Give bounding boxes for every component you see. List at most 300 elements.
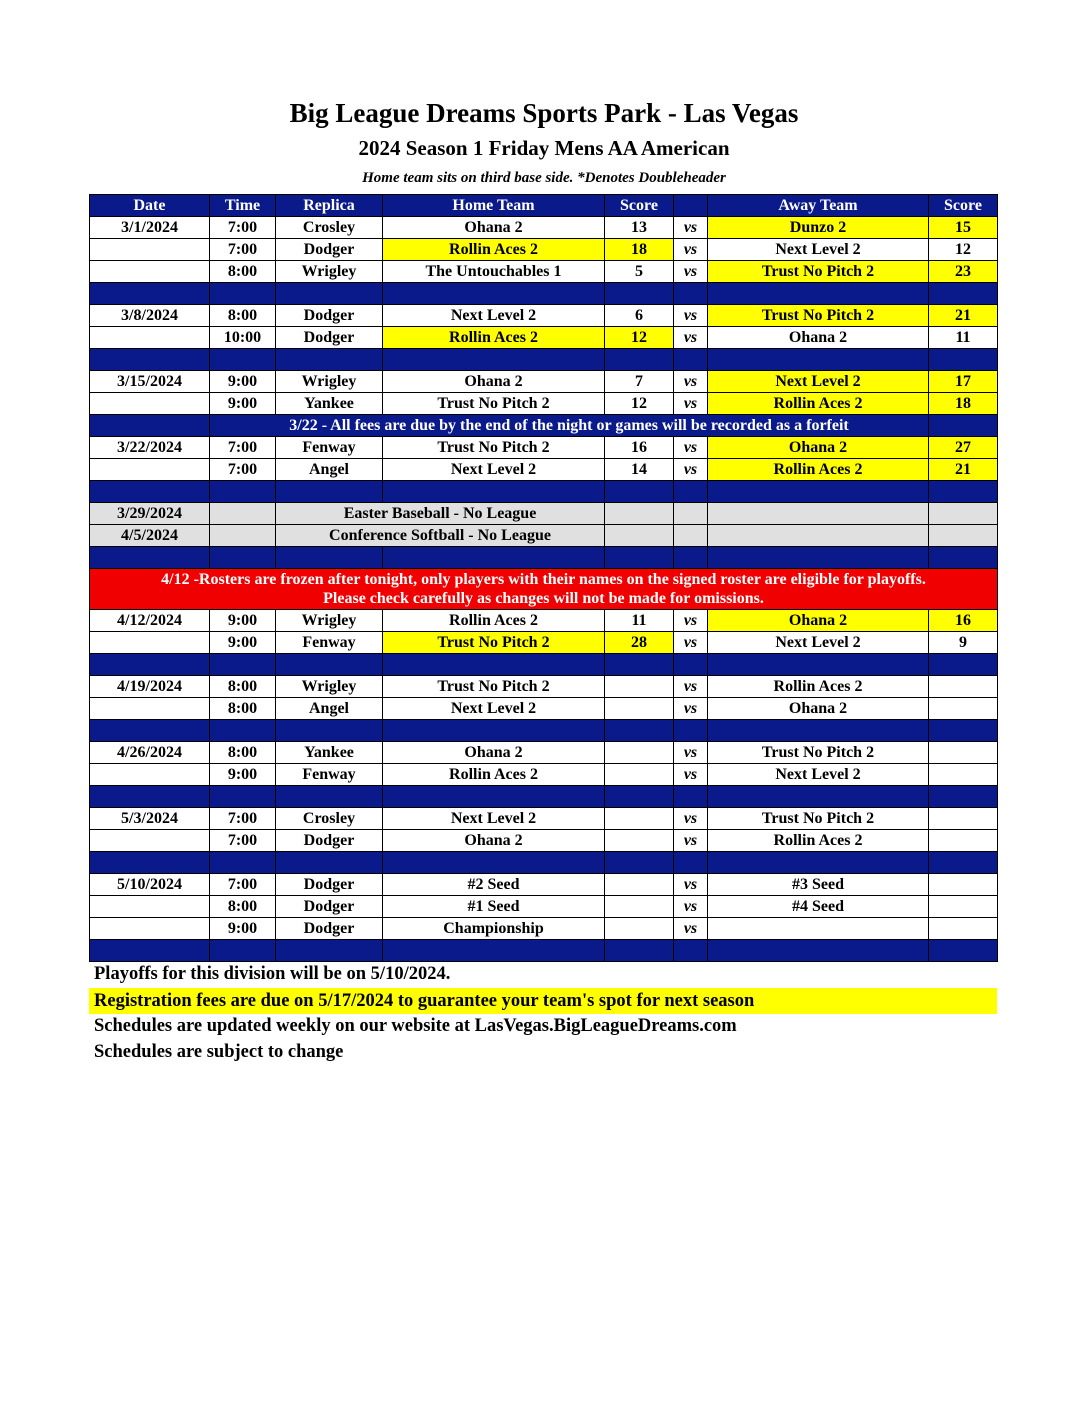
away-team: #3 Seed [708, 874, 929, 896]
separator-cell [674, 481, 708, 503]
game-row [90, 742, 998, 764]
page-title: Big League Dreams Sports Park - Las Vegas [289, 98, 799, 128]
game-field: Dodger [276, 896, 383, 918]
separator-cell [929, 654, 998, 676]
roster-freeze-line-2: Please check carefully as changes will not be made for omissions. [323, 590, 764, 607]
away-score: 12 [929, 239, 998, 261]
game-field: Wrigley [276, 371, 383, 393]
home-team: Next Level 2 [383, 305, 605, 327]
separator-cell [708, 786, 929, 808]
separator-cell [90, 481, 210, 503]
game-time: 9:00 [210, 393, 276, 415]
home-score: 13 [605, 217, 674, 239]
away-team: Ohana 2 [708, 327, 929, 349]
no-league-row [90, 503, 998, 525]
away-score: 23 [929, 261, 998, 283]
week-separator [90, 481, 998, 503]
vs-label: vs [674, 874, 708, 896]
game-field: Fenway [276, 764, 383, 786]
game-row [90, 217, 998, 239]
no-league-blank [708, 503, 929, 525]
game-field: Fenway [276, 437, 383, 459]
vs-label: vs [674, 918, 708, 940]
away-score: 15 [929, 217, 998, 239]
vs-label: vs [674, 261, 708, 283]
website-note [89, 1016, 997, 1040]
vs-label: vs [674, 239, 708, 261]
separator-cell [210, 940, 276, 962]
home-team: Rollin Aces 2 [383, 239, 605, 261]
away-team: Ohana 2 [708, 610, 929, 632]
game-field: Angel [276, 459, 383, 481]
game-time: 7:00 [210, 437, 276, 459]
separator-cell [674, 852, 708, 874]
away-score: 17 [929, 371, 998, 393]
separator-cell [276, 654, 383, 676]
separator-cell [605, 654, 674, 676]
separator-cell [383, 283, 605, 305]
game-field: Dodger [276, 327, 383, 349]
week-separator [90, 786, 998, 808]
game-field: Wrigley [276, 261, 383, 283]
game-time: 8:00 [210, 896, 276, 918]
away-team: Trust No Pitch 2 [708, 808, 929, 830]
home-score [605, 830, 674, 852]
week-separator [90, 852, 998, 874]
game-row [90, 698, 998, 720]
vs-label: vs [674, 459, 708, 481]
away-team: Next Level 2 [708, 764, 929, 786]
game-row [90, 261, 998, 283]
separator-cell [383, 720, 605, 742]
away-team: Rollin Aces 2 [708, 459, 929, 481]
game-row [90, 239, 998, 261]
away-score: 11 [929, 327, 998, 349]
separator-cell [929, 940, 998, 962]
home-score: 12 [605, 393, 674, 415]
game-field: Fenway [276, 632, 383, 654]
no-league-text: Conference Softball - No League [276, 525, 605, 547]
vs-label: vs [674, 742, 708, 764]
separator-cell [674, 720, 708, 742]
separator-cell [674, 283, 708, 305]
separator-cell [276, 283, 383, 305]
away-team: Rollin Aces 2 [708, 393, 929, 415]
separator-cell [210, 349, 276, 371]
away-team: Trust No Pitch 2 [708, 305, 929, 327]
home-score: 28 [605, 632, 674, 654]
game-date [90, 918, 210, 940]
home-team: Trust No Pitch 2 [383, 676, 605, 698]
separator-cell [605, 940, 674, 962]
no-league-blank [674, 525, 708, 547]
away-score: 16 [929, 610, 998, 632]
no-league-row [90, 525, 998, 547]
separator-cell [90, 852, 210, 874]
game-field: Crosley [276, 808, 383, 830]
game-date: 3/15/2024 [90, 371, 210, 393]
game-date [90, 327, 210, 349]
vs-label: vs [674, 764, 708, 786]
home-team: #2 Seed [383, 874, 605, 896]
separator-cell [210, 481, 276, 503]
separator-cell [383, 547, 605, 569]
game-date: 3/22/2024 [90, 437, 210, 459]
subject-text: Schedules are subject to change [94, 1042, 344, 1062]
vs-label: vs [674, 610, 708, 632]
separator-cell [210, 720, 276, 742]
separator-cell [929, 786, 998, 808]
week-separator [90, 349, 998, 371]
game-date: 5/10/2024 [90, 874, 210, 896]
separator-cell [90, 720, 210, 742]
no-league-blank [929, 503, 998, 525]
game-row [90, 327, 998, 349]
game-row [90, 437, 998, 459]
separator-cell [929, 852, 998, 874]
away-team: Dunzo 2 [708, 217, 929, 239]
home-team: Ohana 2 [383, 742, 605, 764]
vs-label: vs [674, 217, 708, 239]
vs-label: vs [674, 896, 708, 918]
separator-cell [674, 786, 708, 808]
home-team: Rollin Aces 2 [383, 610, 605, 632]
separator-cell [383, 349, 605, 371]
separator-cell [383, 654, 605, 676]
away-score [929, 676, 998, 698]
vs-label: vs [674, 698, 708, 720]
away-score [929, 742, 998, 764]
website-text: Schedules are updated weekly on our website at LasVegas.BigLeagueDreams.com [94, 1016, 737, 1036]
separator-cell [276, 852, 383, 874]
separator-cell [276, 720, 383, 742]
home-team: The Untouchables 1 [383, 261, 605, 283]
game-row [90, 676, 998, 698]
away-score: 21 [929, 459, 998, 481]
home-team: Ohana 2 [383, 371, 605, 393]
game-date [90, 632, 210, 654]
separator-cell [605, 547, 674, 569]
away-score [929, 896, 998, 918]
game-time: 9:00 [210, 610, 276, 632]
separator-cell [90, 283, 210, 305]
separator-cell [210, 786, 276, 808]
header-home-team: Home Team [383, 195, 605, 217]
vs-label: vs [674, 676, 708, 698]
home-score: 18 [605, 239, 674, 261]
game-field: Dodger [276, 918, 383, 940]
separator-cell [90, 786, 210, 808]
game-time: 7:00 [210, 239, 276, 261]
game-time: 7:00 [210, 459, 276, 481]
game-row [90, 610, 998, 632]
separator-cell [90, 547, 210, 569]
away-team: Trust No Pitch 2 [708, 261, 929, 283]
away-score [929, 918, 998, 940]
home-score [605, 742, 674, 764]
page-subtitle: 2024 Season 1 Friday Mens AA American [358, 136, 730, 160]
separator-cell [674, 940, 708, 962]
separator-cell [708, 283, 929, 305]
game-date: 4/12/2024 [90, 610, 210, 632]
away-score [929, 874, 998, 896]
playoffs-note [89, 964, 997, 988]
header-time: Time [210, 195, 276, 217]
no-league-blank [708, 525, 929, 547]
separator-cell [276, 481, 383, 503]
separator-cell [708, 852, 929, 874]
separator-cell [605, 852, 674, 874]
separator-cell [605, 283, 674, 305]
home-score: 6 [605, 305, 674, 327]
game-date: 4/19/2024 [90, 676, 210, 698]
home-score [605, 918, 674, 940]
game-row [90, 874, 998, 896]
game-date: 4/26/2024 [90, 742, 210, 764]
away-score [929, 830, 998, 852]
away-score [929, 764, 998, 786]
separator-cell [708, 349, 929, 371]
game-field: Crosley [276, 217, 383, 239]
game-row [90, 459, 998, 481]
week-separator [90, 720, 998, 742]
home-team: Trust No Pitch 2 [383, 393, 605, 415]
game-date: 3/1/2024 [90, 217, 210, 239]
home-score [605, 764, 674, 786]
vs-label: vs [674, 437, 708, 459]
table-header-row [90, 195, 998, 217]
separator-cell [210, 283, 276, 305]
game-time: 8:00 [210, 305, 276, 327]
separator-cell [674, 349, 708, 371]
game-time: 8:00 [210, 742, 276, 764]
separator-cell [383, 940, 605, 962]
header-vs [674, 195, 708, 217]
notice-text: 3/22 - All fees are due by the end of the night or games will be recorded as a forfeit [210, 415, 929, 437]
home-score: 12 [605, 327, 674, 349]
away-team: Next Level 2 [708, 632, 929, 654]
game-date [90, 698, 210, 720]
game-field: Wrigley [276, 676, 383, 698]
home-score [605, 808, 674, 830]
separator-cell [708, 481, 929, 503]
no-league-blank [605, 503, 674, 525]
separator-cell [276, 547, 383, 569]
home-score [605, 698, 674, 720]
separator-cell [210, 654, 276, 676]
playoffs-text: Playoffs for this division will be on 5/10/2024. [94, 964, 451, 984]
separator-cell [929, 349, 998, 371]
away-team: Ohana 2 [708, 437, 929, 459]
home-score [605, 874, 674, 896]
game-time: 9:00 [210, 632, 276, 654]
away-score: 9 [929, 632, 998, 654]
separator-cell [708, 547, 929, 569]
home-team: Next Level 2 [383, 808, 605, 830]
game-field: Dodger [276, 239, 383, 261]
game-field: Dodger [276, 305, 383, 327]
separator-cell [210, 547, 276, 569]
no-league-blank [605, 525, 674, 547]
home-score [605, 676, 674, 698]
no-league-blank [210, 503, 276, 525]
game-row [90, 918, 998, 940]
home-team: Rollin Aces 2 [383, 327, 605, 349]
game-row [90, 371, 998, 393]
separator-cell [276, 786, 383, 808]
home-score: 7 [605, 371, 674, 393]
notice-row [90, 415, 998, 437]
home-score [605, 896, 674, 918]
separator-cell [674, 547, 708, 569]
home-team: #1 Seed [383, 896, 605, 918]
away-team [708, 918, 929, 940]
game-date [90, 764, 210, 786]
game-row [90, 830, 998, 852]
registration-text: Registration fees are due on 5/17/2024 to guarantee your team's spot for next season [94, 991, 755, 1011]
away-team: #4 Seed [708, 896, 929, 918]
week-separator [90, 547, 998, 569]
away-team: Rollin Aces 2 [708, 830, 929, 852]
game-date [90, 830, 210, 852]
roster-freeze-text [90, 569, 998, 610]
separator-cell [929, 720, 998, 742]
away-score: 18 [929, 393, 998, 415]
separator-cell [605, 349, 674, 371]
home-team: Next Level 2 [383, 459, 605, 481]
separator-cell [383, 481, 605, 503]
away-score [929, 808, 998, 830]
game-row [90, 393, 998, 415]
away-score: 27 [929, 437, 998, 459]
separator-cell [210, 852, 276, 874]
game-row [90, 305, 998, 327]
game-field: Dodger [276, 830, 383, 852]
separator-cell [90, 940, 210, 962]
separator-cell [605, 720, 674, 742]
week-separator [90, 654, 998, 676]
game-time: 10:00 [210, 327, 276, 349]
roster-freeze-line-1: 4/12 -Rosters are frozen after tonight, only players with their names on the signed roster are eligible for playoffs. [161, 571, 926, 588]
header-replica: Replica [276, 195, 383, 217]
home-score: 14 [605, 459, 674, 481]
header-away-score: Score [929, 195, 998, 217]
game-date [90, 261, 210, 283]
separator-cell [276, 940, 383, 962]
game-row [90, 808, 998, 830]
game-date: 3/8/2024 [90, 305, 210, 327]
separator-cell [90, 654, 210, 676]
home-score: 11 [605, 610, 674, 632]
home-team: Rollin Aces 2 [383, 764, 605, 786]
away-score [929, 698, 998, 720]
header-home-score: Score [605, 195, 674, 217]
separator-cell [929, 481, 998, 503]
schedule-body [90, 217, 998, 962]
notice-blank [929, 415, 998, 437]
game-date [90, 239, 210, 261]
notice-blank [90, 415, 210, 437]
home-team: Trust No Pitch 2 [383, 437, 605, 459]
home-team: Ohana 2 [383, 830, 605, 852]
game-time: 7:00 [210, 217, 276, 239]
separator-cell [605, 481, 674, 503]
separator-cell [90, 349, 210, 371]
away-team: Next Level 2 [708, 239, 929, 261]
separator-cell [708, 720, 929, 742]
away-team: Next Level 2 [708, 371, 929, 393]
separator-cell [383, 786, 605, 808]
subject-note [89, 1042, 997, 1066]
game-date [90, 896, 210, 918]
game-time: 9:00 [210, 918, 276, 940]
game-row [90, 896, 998, 918]
no-league-blank [674, 503, 708, 525]
game-time: 8:00 [210, 698, 276, 720]
separator-cell [605, 786, 674, 808]
vs-label: vs [674, 632, 708, 654]
no-league-blank [929, 525, 998, 547]
home-score: 5 [605, 261, 674, 283]
no-league-date: 3/29/2024 [90, 503, 210, 525]
game-time: 7:00 [210, 808, 276, 830]
vs-label: vs [674, 327, 708, 349]
week-separator [90, 283, 998, 305]
game-field: Wrigley [276, 610, 383, 632]
home-team: Trust No Pitch 2 [383, 632, 605, 654]
separator-cell [383, 852, 605, 874]
game-field: Angel [276, 698, 383, 720]
vs-label: vs [674, 393, 708, 415]
game-time: 9:00 [210, 764, 276, 786]
away-team: Rollin Aces 2 [708, 676, 929, 698]
game-row [90, 764, 998, 786]
game-row [90, 632, 998, 654]
game-time: 7:00 [210, 830, 276, 852]
header-away-team: Away Team [708, 195, 929, 217]
vs-label: vs [674, 305, 708, 327]
separator-cell [708, 654, 929, 676]
game-date: 5/3/2024 [90, 808, 210, 830]
game-field: Yankee [276, 393, 383, 415]
home-team: Next Level 2 [383, 698, 605, 720]
no-league-text: Easter Baseball - No League [276, 503, 605, 525]
schedule-table [89, 194, 998, 962]
game-time: 8:00 [210, 676, 276, 698]
away-team: Trust No Pitch 2 [708, 742, 929, 764]
header-date: Date [90, 195, 210, 217]
separator-cell [929, 283, 998, 305]
roster-freeze-alert [90, 569, 998, 610]
separator-cell [276, 349, 383, 371]
week-separator [90, 940, 998, 962]
away-team: Ohana 2 [708, 698, 929, 720]
game-time: 8:00 [210, 261, 276, 283]
no-league-blank [210, 525, 276, 547]
home-score: 16 [605, 437, 674, 459]
away-score: 21 [929, 305, 998, 327]
registration-note [89, 988, 997, 1014]
game-time: 7:00 [210, 874, 276, 896]
vs-label: vs [674, 371, 708, 393]
separator-cell [929, 547, 998, 569]
no-league-date: 4/5/2024 [90, 525, 210, 547]
game-date [90, 459, 210, 481]
seating-note: Home team sits on third base side. *Denotes Doubleheader [362, 170, 726, 186]
game-field: Dodger [276, 874, 383, 896]
separator-cell [674, 654, 708, 676]
game-field: Yankee [276, 742, 383, 764]
